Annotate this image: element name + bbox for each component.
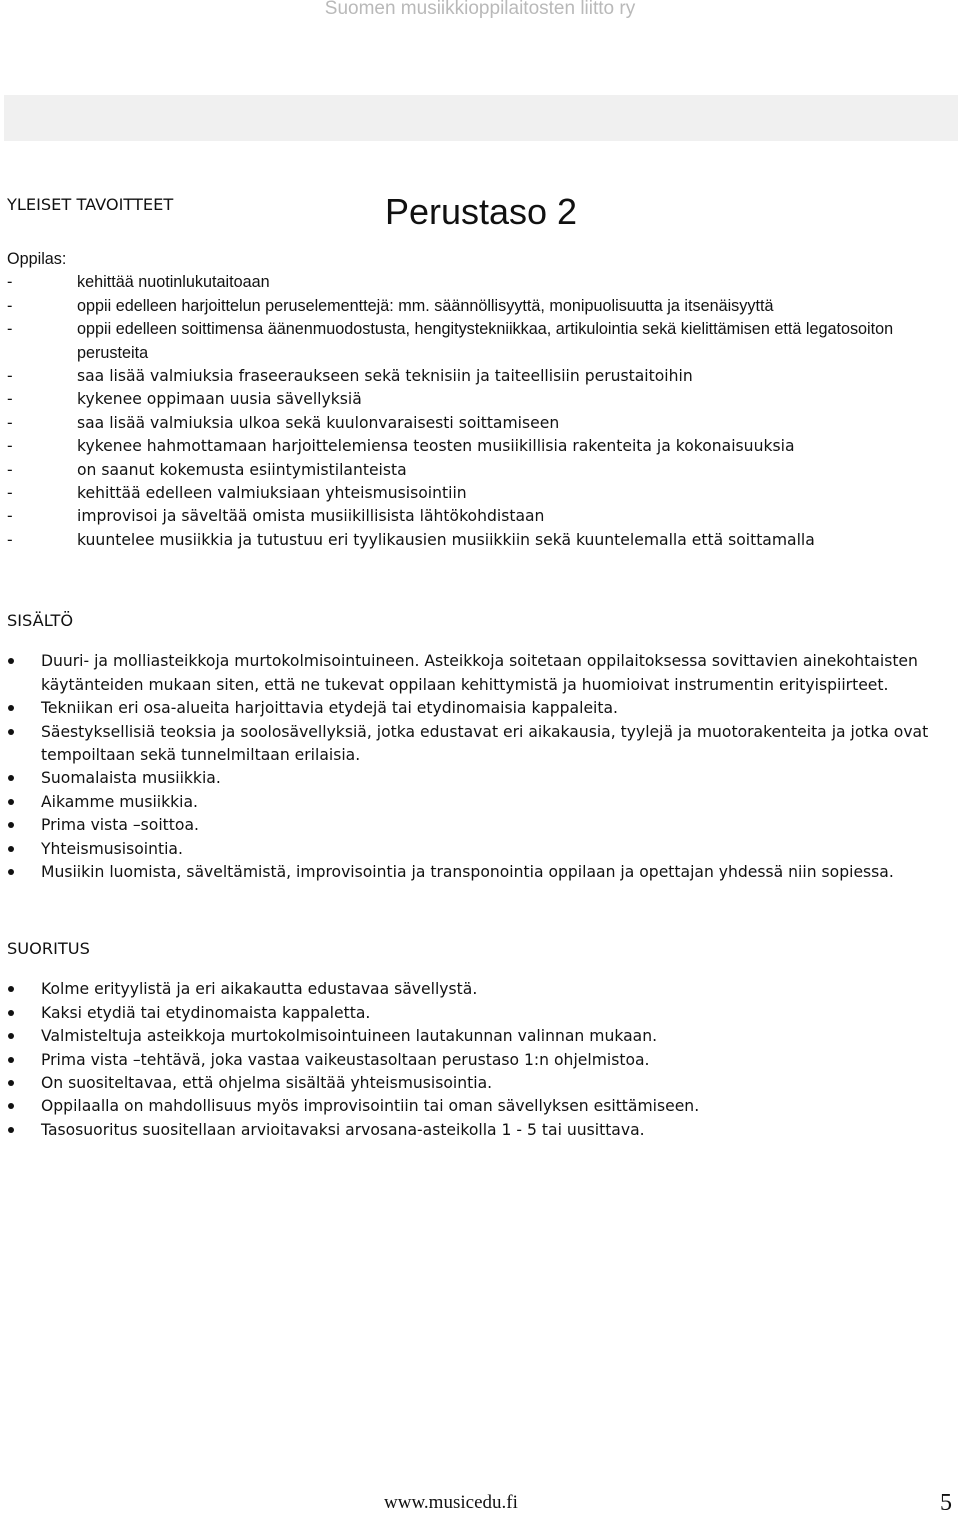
content-text: Aikamme musiikkia. xyxy=(41,792,199,811)
content-item xyxy=(7,767,953,790)
content-heading: SISÄLTÖ xyxy=(7,611,74,631)
dash-mark: - xyxy=(7,273,13,292)
goal-text: kehittää edelleen valmiuksiaan yhteismusisointiin xyxy=(77,484,467,503)
dash-mark: - xyxy=(7,367,13,386)
goal-item xyxy=(7,388,953,411)
performance-item xyxy=(7,1095,953,1118)
bullet-icon xyxy=(8,775,14,781)
goal-item xyxy=(7,271,953,294)
content-item xyxy=(7,838,953,861)
goal-item xyxy=(7,318,953,365)
bullet-icon xyxy=(8,1010,14,1016)
content-list xyxy=(7,650,953,884)
bullet-icon xyxy=(8,1057,14,1063)
content-item xyxy=(7,721,953,768)
performance-text: Oppilaalla on mahdollisuus myös improvisointiin tai oman sävellyksen esittämiseen. xyxy=(41,1097,700,1116)
content-item xyxy=(7,697,953,720)
goal-text: oppii edelleen soittimensa äänenmuodostusta, hengitystekniikkaa, artikulointia sekä kielittämisen että legatosoiton perusteita xyxy=(77,320,894,362)
content-item xyxy=(7,814,953,837)
content-text: Musiikin luomista, säveltämistä, improvisointia ja transponointia oppilaan ja opettajan yhdessä niin sopiessa. xyxy=(41,862,894,881)
goal-text: saa lisää valmiuksia ulkoa sekä kuulonvaraisesti soittamiseen xyxy=(77,413,560,432)
goal-text: kehittää nuotinlukutaitoaan xyxy=(77,273,270,292)
performance-heading: SUORITUS xyxy=(7,939,90,959)
document-body xyxy=(7,192,953,1142)
performance-item xyxy=(7,1049,953,1072)
page-number: 5 xyxy=(940,1490,952,1516)
goal-text: kykenee hahmottamaan harjoittelemiensa teosten musiikillisia rakenteita ja kokonaisuuksia xyxy=(77,437,795,456)
dash-mark: - xyxy=(7,390,13,409)
content-item xyxy=(7,650,953,697)
goal-item xyxy=(7,412,953,435)
content-text: Suomalaista musiikkia. xyxy=(41,769,221,788)
goal-item xyxy=(7,482,953,505)
goal-text: oppii edelleen harjoittelun peruselementtejä: mm. säännöllisyyttä, monipuolisuutta ja itsenäisyyttä xyxy=(77,296,774,315)
goal-item xyxy=(7,505,953,528)
content-text: Prima vista –soittoa. xyxy=(41,816,199,835)
performance-item xyxy=(7,1072,953,1095)
bullet-icon xyxy=(8,1127,14,1133)
performance-text: Kaksi etydiä tai etydinomaista kappaletta. xyxy=(41,1003,371,1022)
bullet-icon xyxy=(8,799,14,805)
goal-text: saa lisää valmiuksia fraseeraukseen sekä teknisiin ja taiteellisiin perustaitoihin xyxy=(77,367,693,386)
performance-item xyxy=(7,978,953,1001)
content-item xyxy=(7,861,953,884)
bullet-icon xyxy=(8,658,14,664)
bullet-icon xyxy=(8,729,14,735)
goals-heading: YLEISET TAVOITTEET xyxy=(7,195,174,214)
goal-item xyxy=(7,529,953,552)
performance-text: Prima vista –tehtävä, joka vastaa vaikeustasoltaan perustaso 1:n ohjelmistoa. xyxy=(41,1050,650,1069)
goal-text: kuuntelee musiikkia ja tutustuu eri tyylikausien musiikkiin sekä kuuntelemalla että soittamalla xyxy=(77,530,815,549)
performance-text: Tasosuoritus suositellaan arvioitavaksi arvosana-asteikolla 1 - 5 tai uusittava. xyxy=(41,1120,645,1139)
bullet-icon xyxy=(8,1080,14,1086)
performance-text: Kolme erityylistä ja eri aikakautta edustavaa sävellystä. xyxy=(41,980,478,999)
bullet-icon xyxy=(8,986,14,992)
goal-item xyxy=(7,295,953,318)
bullet-icon xyxy=(8,1103,14,1109)
content-section xyxy=(7,608,953,884)
bullet-icon xyxy=(8,705,14,711)
goal-text: kykenee oppimaan uusia sävellyksiä xyxy=(77,390,362,409)
dash-mark: - xyxy=(7,437,13,456)
performance-list xyxy=(7,978,953,1142)
content-text: Yhteismusisointia. xyxy=(41,839,183,858)
bullet-icon xyxy=(8,1033,14,1039)
bullet-icon xyxy=(8,846,14,852)
goal-item xyxy=(7,435,953,458)
performance-text: Valmisteltuja asteikkoja murtokolmisointuineen lautakunnan valinnan mukaan. xyxy=(41,1027,658,1046)
content-item xyxy=(7,791,953,814)
goal-text: on saanut kokemusta esiintymistilanteista xyxy=(77,460,407,479)
dash-mark: - xyxy=(7,320,13,339)
dash-mark: - xyxy=(7,296,13,315)
goals-intro: Oppilas: xyxy=(7,250,67,268)
dash-mark: - xyxy=(7,413,13,432)
goal-item xyxy=(7,459,953,482)
goals-section xyxy=(7,192,953,552)
dash-mark: - xyxy=(7,507,13,526)
content-text: Duuri- ja molliasteikkoja murtokolmisointuineen. Asteikkoja soitetaan oppilaitoksessa sovittavien ainekohtaisten käytänteiden mukaan siten, että ne tukevat oppilaan kehittymistä ja huomioivat instrumentin erityispiirteet. xyxy=(41,652,918,694)
performance-item xyxy=(7,1002,953,1025)
bullet-icon xyxy=(8,822,14,828)
content-text: Tekniikan eri osa-alueita harjoittavia etydejä tai etydinomaisia kappaleita. xyxy=(41,699,618,718)
content-text: Säestyksellisiä teoksia ja soolosävellyksiä, jotka edustavat eri aikakausia, tyylejä ja muotorakenteita ja jotka ovat tempoiltaan sekä tunnelmiltaan erilaisia. xyxy=(41,722,929,764)
performance-section xyxy=(7,936,953,1142)
performance-text: On suositeltavaa, että ohjelma sisältää yhteismusisointia. xyxy=(41,1073,493,1092)
performance-item xyxy=(7,1025,953,1048)
dash-mark: - xyxy=(7,484,13,503)
goal-item xyxy=(7,365,953,388)
goal-text: improvisoi ja säveltää omista musiikillisista lähtökohdistaan xyxy=(77,507,545,526)
footer-url: www.musicedu.fi xyxy=(384,1492,518,1513)
page-title: Perustaso 2 xyxy=(384,191,578,232)
bullet-icon xyxy=(8,869,14,875)
dash-mark: - xyxy=(7,460,13,479)
organization-header: Suomen musiikkioppilaitosten liitto ry xyxy=(324,0,636,19)
goals-list xyxy=(7,271,953,552)
dash-mark: - xyxy=(7,530,13,549)
performance-item xyxy=(7,1119,953,1142)
